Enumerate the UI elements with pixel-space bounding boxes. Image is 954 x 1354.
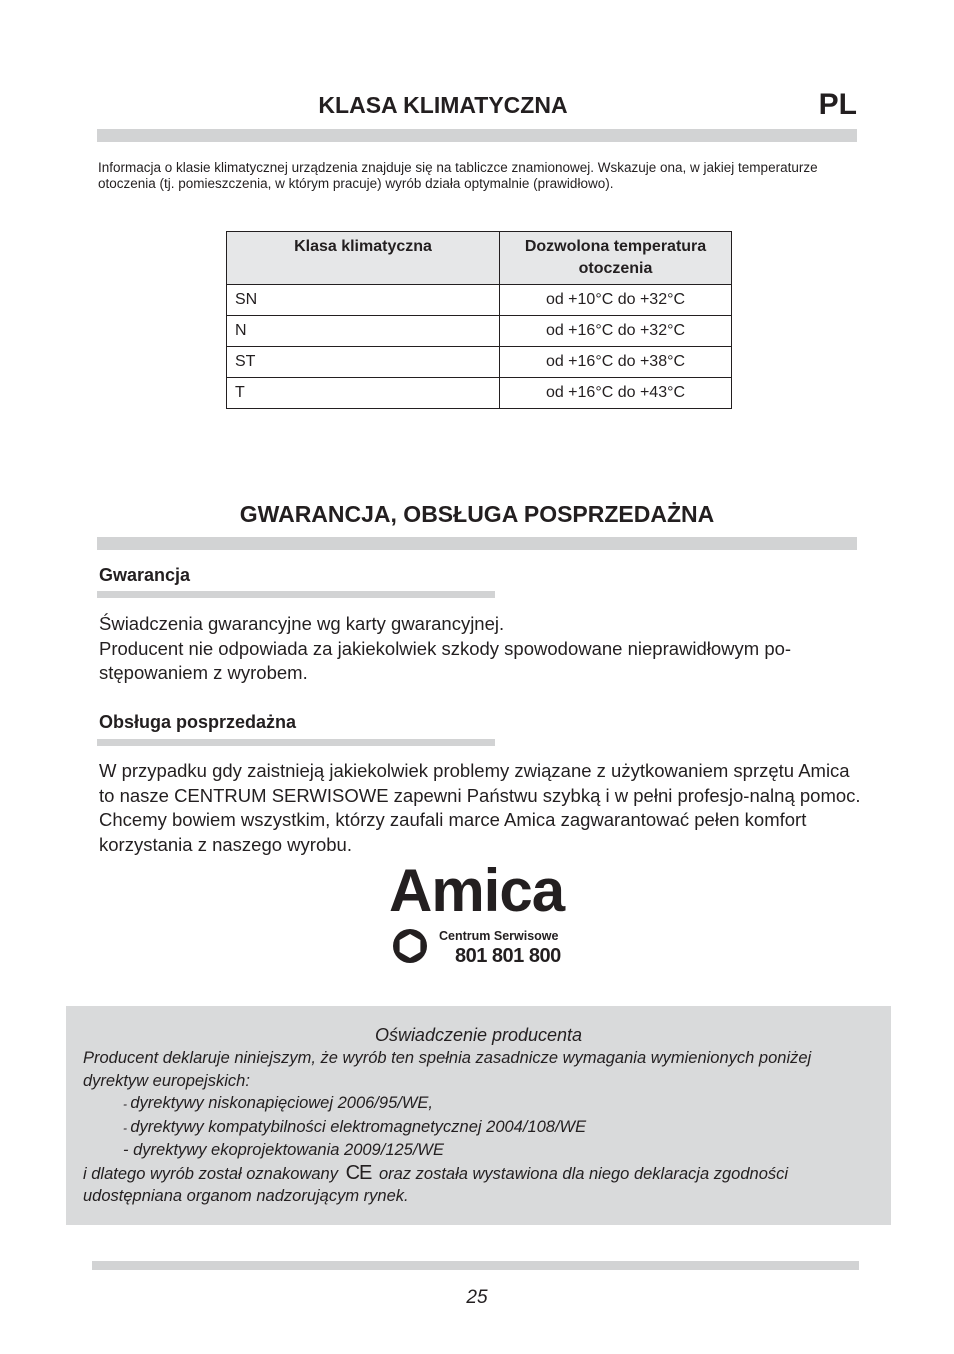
warranty-text — [99, 612, 861, 686]
declaration-title: Oświadczenie producenta — [374, 1025, 583, 1045]
class-cell: N — [227, 316, 500, 347]
service-center-label: Centrum Serwisowe — [439, 929, 559, 943]
class-cell: ST — [227, 347, 500, 378]
subheading-divider — [97, 739, 495, 746]
temperature-cell: od +16°C do +38°C — [500, 347, 732, 378]
section-title-warranty: GWARANCJA, OBSŁUGA POSPRZEDAŻNA — [239, 501, 715, 527]
service-phone: 801 801 800 — [455, 945, 561, 967]
directive-item: - dyrektywy niskonapięciowej 2006/95/WE, — [123, 1094, 433, 1112]
directive-item: - dyrektywy ekoprojektowania 2009/125/WE — [123, 1141, 445, 1159]
table-row — [227, 378, 732, 409]
warranty-line-2: Producent nie odpowiada za jakiekolwiek szkody spowodowane nieprawidłowym po-stępowaniem z wyrobem. — [99, 637, 792, 683]
class-cell: SN — [227, 285, 500, 316]
table-header-class: Klasa klimatyczna — [227, 232, 500, 285]
footer-divider — [92, 1261, 859, 1270]
subheading-divider — [97, 591, 495, 598]
page-number: 25 — [466, 1287, 488, 1308]
declaration-outro: i dlatego wyrób został oznakowany CE oraz została wystawiona dla niego deklaracja zgodności udostępniana organom nadzorującym rynek. — [83, 1161, 789, 1205]
table-header-temperature: Dozwolona temperatura otoczenia — [500, 232, 732, 285]
table-row — [227, 316, 732, 347]
temperature-cell: od +16°C do +32°C — [500, 316, 732, 347]
directive-item: - dyrektywy kompatybilności elektromagnetycznej 2004/108/WE — [123, 1117, 587, 1136]
header-divider — [97, 129, 857, 142]
after-sales-text: W przypadku gdy zaistnieją jakiekolwiek problemy związane z użytkowaniem sprzętu Amica to nasze CENTRUM SERWISOWE zapewni Państwu szybką i w pełni profesjo-nalną pomoc. Chcemy bowiem wszystkim, którzy zaufali marce Amica zagwarantować pełen komfort korzystania z naszego wyrobu. — [99, 760, 861, 855]
producer-declaration-box — [66, 1006, 891, 1225]
climate-class-table — [226, 231, 732, 409]
class-cell: T — [227, 378, 500, 409]
amica-service-logo — [389, 857, 589, 973]
ce-mark-icon: CE — [345, 1161, 372, 1184]
subheading-after-sales: Obsługa posprzedażna — [99, 712, 297, 732]
warranty-line-1: Świadczenia gwarancyjne wg karty gwarancyjnej. — [99, 613, 505, 634]
table-row — [227, 285, 732, 316]
declaration-body — [83, 1047, 879, 1208]
table-row — [227, 347, 732, 378]
temperature-cell: od +16°C do +43°C — [500, 378, 732, 409]
hexagon-icon — [391, 927, 429, 965]
warranty-divider — [97, 537, 857, 550]
brand-logo-text: Amica — [389, 857, 565, 924]
subheading-warranty: Gwarancja — [99, 565, 191, 585]
temperature-cell: od +10°C do +32°C — [500, 285, 732, 316]
language-label: PL — [818, 88, 857, 121]
climate-intro-text: Informacja o klasie klimatycznej urządzenia znajduje się na tabliczce znamionowej. Wskazuje ona, w jakiej temperaturze otoczenia (tj. pomieszczenia, w którym pracuje) wyrób działa optymalnie (prawidłowo). — [98, 160, 818, 191]
section-title-climate: KLASA KLIMATYCZNA — [318, 92, 568, 118]
declaration-intro: Producent deklaruje niniejszym, że wyrób ten spełnia zasadnicze wymagania wymienionych poniżej dyrektyw europejskich: — [83, 1049, 812, 1090]
